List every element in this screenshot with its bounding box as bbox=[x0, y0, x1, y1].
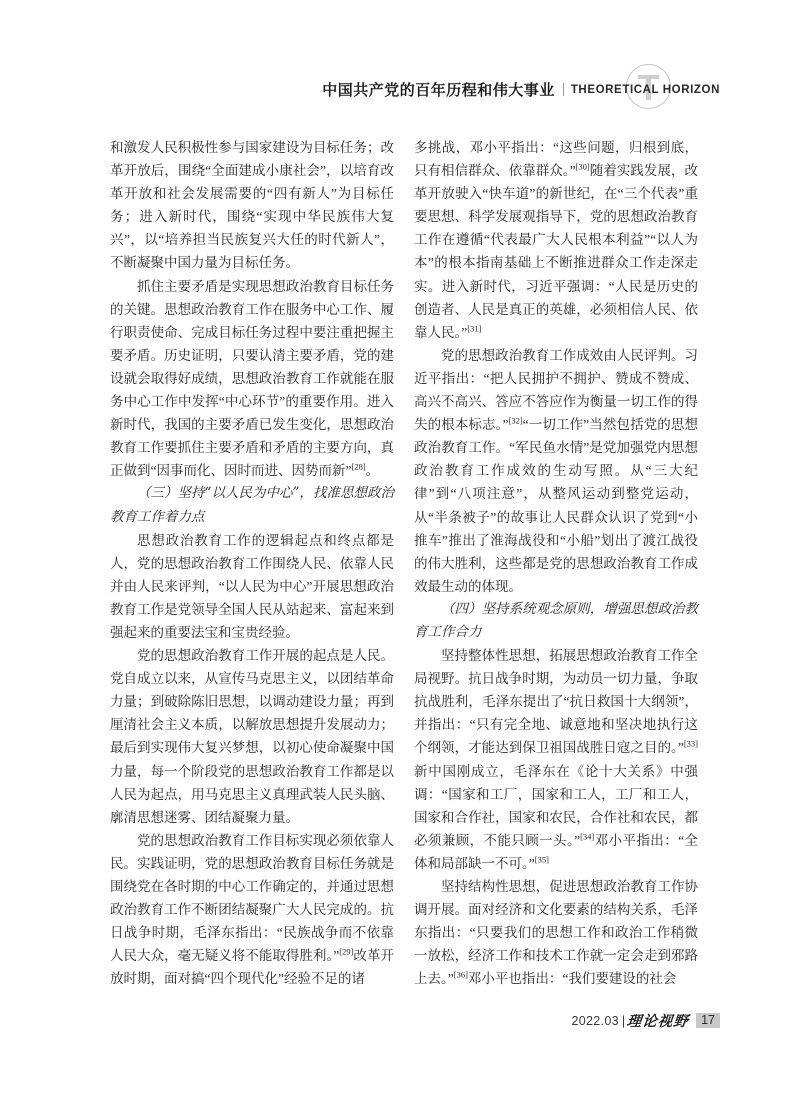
reference-superscript: [30] bbox=[575, 161, 590, 172]
header-separator bbox=[563, 83, 564, 96]
reference-superscript: [36] bbox=[453, 969, 468, 980]
page-number-badge: 17 bbox=[696, 1013, 720, 1028]
reference-superscript: [35] bbox=[534, 854, 549, 865]
paragraph: 多挑战，邓小平指出：“这些问题，归根到底，只有相信群众、依靠群众。”[30]随着实践发展，改革开放驶入“快车道”的新世纪，在“三个代表”重要思想、科学发展观指导下，党的思想政治教育工作在遵循“代表最广大人民根本利益”“以人为本”的根本指南基础上不断推进群众工作走深走实。进入新时代，习近平强调：“人民是历史的创造者、人民是真正的英雄，必须相信人民、依靠人民。”[31] bbox=[414, 140, 698, 340]
footer-separator: | bbox=[621, 1013, 626, 1028]
column-right bbox=[414, 136, 698, 990]
paragraph: 思想政治教育工作的逻辑起点和终点都是人，党的思想政治教育工作围绕人民、依靠人民并由人民来评判，“以人民为中心”开展思想政治教育工作是党领导全国人民从站起来、富起来到强起来的重要法宝和宝贵经验。 bbox=[110, 532, 394, 640]
paragraph: 坚持结构性思想，促进思想政治教育工作协调开展。面对经济和文化要素的结构关系，毛泽东指出：“只要我们的思想工作和政治工作稍微一放松，经济工作和技术工作就一定会走到邪路上去。”[36]邓小平也指出：“我们要建设的社会 bbox=[414, 879, 698, 987]
column-left bbox=[110, 136, 394, 990]
reference-superscript: [28] bbox=[351, 461, 366, 472]
reference-superscript: [29] bbox=[339, 946, 354, 957]
section-heading: （三）坚持“以人民为中心”，找准思想政治教育工作着力点 bbox=[110, 485, 394, 525]
paragraph: 党的思想政治教育工作成效由人民评判。习近平指出：“把人民拥护不拥护、赞成不赞成、高兴不高兴、答应不答应作为衡量一切工作的得失的根本标志。”[32]“一切工作”当然包括党的思想政治教育工作。“军民鱼水情”是党加强党内思想政治教育工作成效的生动写照。从“三大纪律”到“八项注意”，从整风运动到整党运动，从“半条被子”的故事让人民群众认识了党到“小推车”推出了淮海战役和“小船”划出了渡江战役的伟大胜利，这些都是党的思想政治教育工作成效最生动的体现。 bbox=[414, 347, 699, 594]
reference-superscript: [34] bbox=[580, 831, 595, 842]
reference-superscript: [32] bbox=[508, 415, 523, 426]
reference-superscript: [31] bbox=[467, 323, 482, 334]
header-title-chinese: 中国共产党的百年历程和伟大事业 bbox=[322, 82, 555, 99]
paragraph: 和激发人民积极性参与国家建设为目标任务；改革开放后，围绕“全面建成小康社会”，以培育改革开放和社会发展需要的“四有新人”为目标任务；进入新时代，围绕“实现中华民族伟大复兴”，以“培养担当民族复兴大任的时代新人”，不断凝聚中国力量为目标任务。 bbox=[110, 140, 394, 271]
page-footer bbox=[572, 1010, 720, 1031]
footer-issue: 2022.03 bbox=[571, 1013, 619, 1028]
reference-superscript: [33] bbox=[683, 738, 698, 749]
header-title-english: THEORETICAL HORIZON bbox=[570, 83, 720, 96]
section-heading: （四）坚持系统观念原则，增强思想政治教育工作合力 bbox=[414, 600, 698, 640]
logo-t-letter: T bbox=[637, 66, 660, 108]
paragraph: 党的思想政治教育工作目标实现必须依靠人民。实践证明，党的思想政治教育目标任务就是围绕党在各时期的中心工作确定的，并通过思想政治教育工作不断团结凝聚广大人民完成的。抗日战争时期，毛泽东指出：“民族战争而不依靠人民大众，毫无疑义将不能取得胜利。”[29]改革开放时期，面对搞“四个现代化”经验不足的诸 bbox=[110, 832, 394, 987]
page-header bbox=[322, 79, 720, 100]
footer-journal-name: 理论视野 bbox=[626, 1013, 690, 1030]
paragraph: 抓住主要矛盾是实现思想政治教育目标任务的关键。思想政治教育工作在服务中心工作、履行职责使命、完成目标任务过程中要注重把握主要矛盾。历史证明，只要认清主要矛盾，党的建设就会取得好成绩，思想政治教育工作就能在服务中心工作中发挥“中心环节”的重要作用。进入新时代，我国的主要矛盾已发生变化，思想政治教育工作要抓住主要矛盾和矛盾的主要方向，真正做到“因事而化、因时而进、因势而新”[28]。 bbox=[110, 278, 394, 479]
paragraph: 坚持整体性思想，拓展思想政治教育工作全局视野。抗日战争时期，为动员一切力量，争取抗战胜利，毛泽东提出了“抗日救国十大纲领”，并指出：“只有完全地、诚意地和坚决地执行这个纲领，才能达到保卫祖国战胜日寇之目的。”[33]新中国刚成立，毛泽东在《论十大关系》中强调：“国家和工厂，国家和工人，工厂和工人，国家和合作社，国家和农民，合作社和农民，都必须兼顾，不能只顾一头。”[34]邓小平指出：“全体和局部缺一不可。”[35] bbox=[414, 648, 698, 871]
paragraph: 党的思想政治教育工作开展的起点是人民。党自成立以来，从宣传马克思主义，以团结革命力量；到破除陈旧思想，以调动建设力量；再到厘清社会主义本质，以解放思想提升发展动力；最后到实现伟大复兴梦想，以初心使命凝聚中国力量，每一个阶段党的思想政治教育工作都是以人民为起点，用马克思主义真理武装人民头脑、廓清思想迷雾、团结凝聚力量。 bbox=[110, 648, 394, 825]
